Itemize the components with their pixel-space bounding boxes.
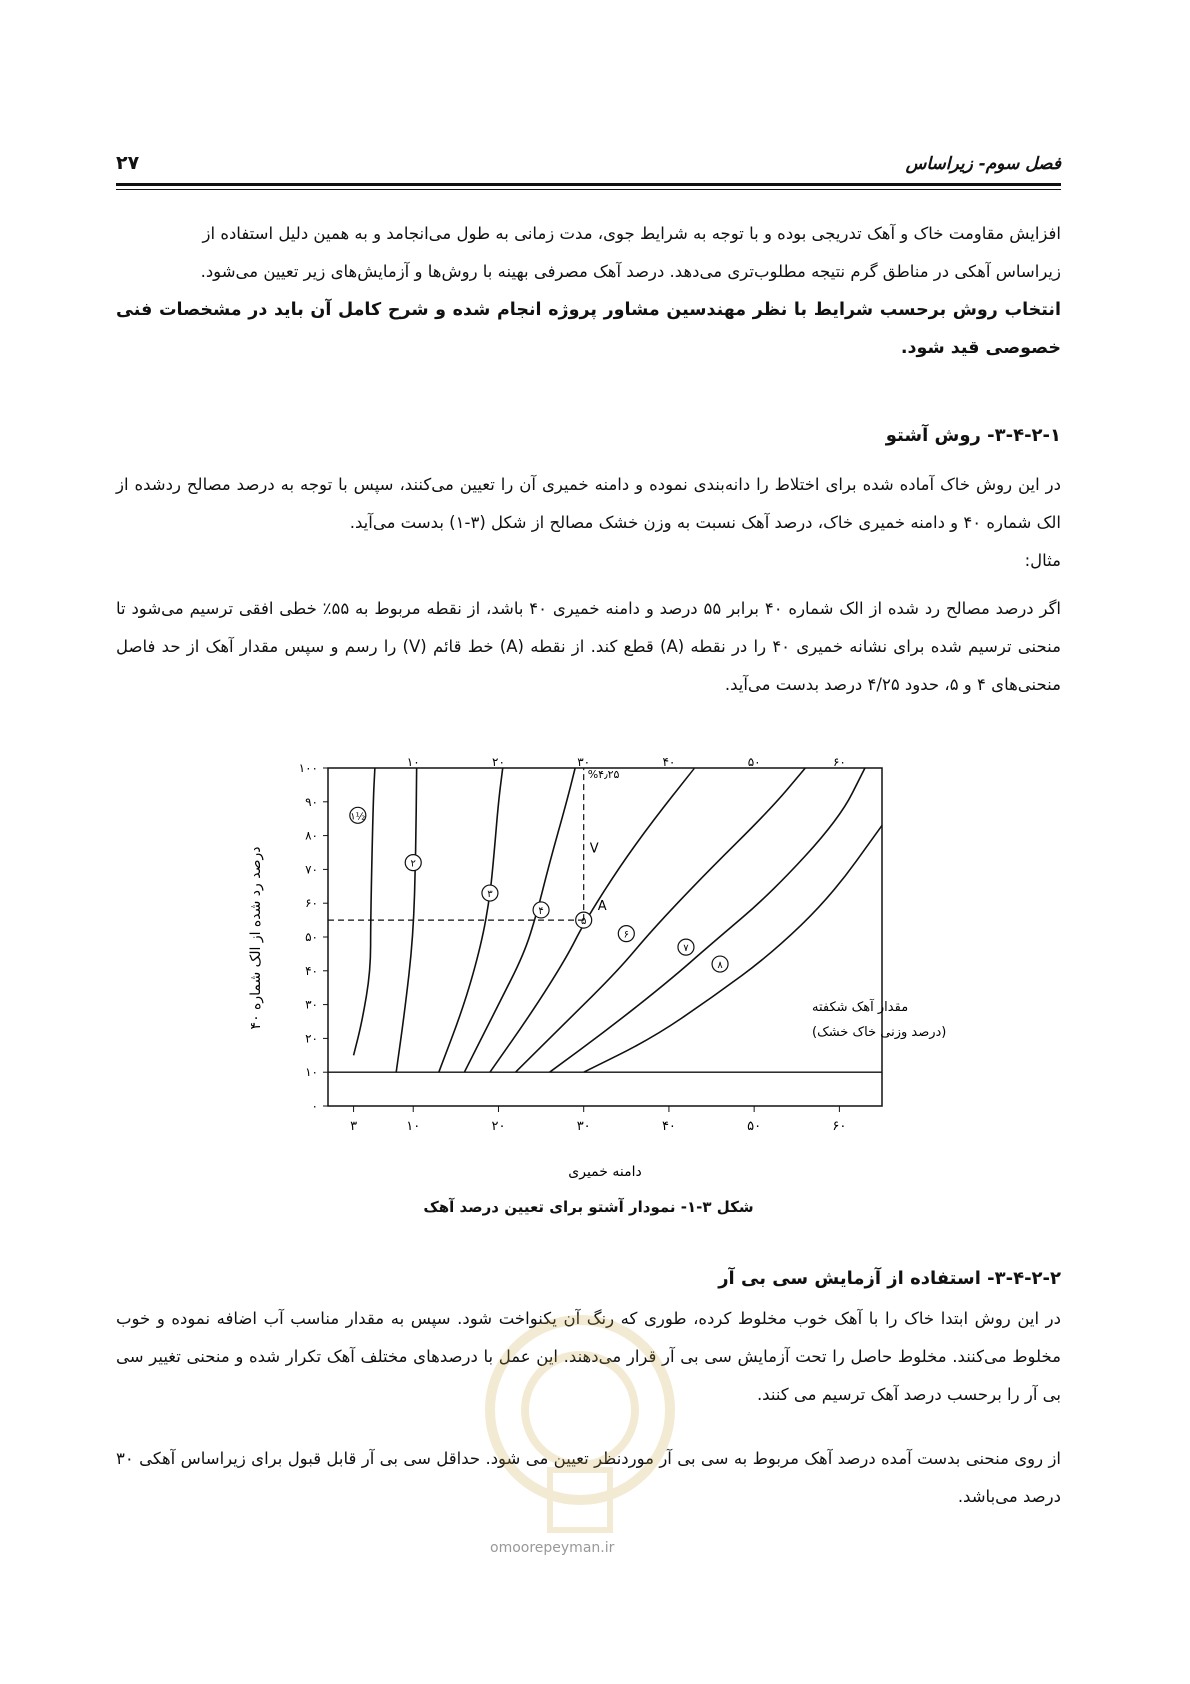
y-tick-label: ۵۰ (305, 930, 318, 944)
top-tick-label: ۶۰ (832, 755, 846, 769)
figure-caption: شکل ۳-۱- نمودار آشتو برای تعیین درصد آهک (423, 1198, 754, 1216)
y-tick-label: ۰ (311, 1099, 318, 1113)
chapter-title: فصل سوم- زیراساس (905, 154, 1061, 174)
paragraph-2-text: در این روش خاک آماده شده برای اختلاط را دانه‌بندی نموده و دامنه خمیری آن را تعیین می‌کنند، سپس با توجه به درصد مصالح ردشده از الک شماره ۴۰ و دامنه خمیری خاک، درصد آهک نسبت به وزن خشک مصالح از شکل (۳-۱) بدست می‌آید. (116, 475, 1061, 532)
lime-value-label: %۴٫۲۵ (587, 768, 620, 782)
annotation-line-2: (درصد وزنی خاک خشک) (812, 1025, 947, 1040)
paragraph-1 (116, 215, 1061, 367)
top-tick-label: ۵۰ (747, 755, 761, 769)
paragraph-1-bold: انتخاب روش برحسب شرایط با نظر مهندسین مشاور پروژه انجام شده و شرح کامل آن باید در مشخصات فنی خصوصی قید شود. (116, 300, 1061, 358)
paragraph-1-line-2: زیراساس آهکی در مناطق گرم نتیجه مطلوب‌تری می‌دهد. درصد آهک مصرفی بهینه با روش‌ها و آزمایش‌های زیر تعیین می‌شود. (200, 262, 1061, 281)
x-tick-label: ۳ (350, 1119, 358, 1134)
x-tick-label: ۱۰ (406, 1119, 421, 1134)
y-tick-label: ۳۰ (305, 997, 318, 1012)
section-heading-aashto: ۳-۴-۲-۱- روش آشتو (885, 425, 1061, 446)
curve-label: ۷ (683, 943, 689, 955)
paragraph-4: در این روش ابتدا خاک را با آهک خوب مخلوط کرده، طوری که رنگ آن یکنواخت شود. سپس به مقدار مناسب آب اضافه نموده و خوب مخلوط می‌کنند. مخلوط حاصل را تحت آزمایش سی بی آر قرار می‌دهند. این عمل با درصدهای مختلف آهک تکرار شده و منحنی تغییر سی بی آر را برحسب درصد آهک ترسیم می کنند. (116, 1309, 1061, 1404)
x-tick-label: ۳۰ (576, 1119, 591, 1134)
curve-label: ۵ (581, 916, 587, 928)
chart-frame (328, 768, 882, 1106)
annotation-line-1: مقدار آهک شکفته (812, 1000, 909, 1015)
y-tick-label: ۶۰ (305, 896, 318, 911)
annotation-box (812, 998, 946, 1040)
x-tick-label: ۵۰ (747, 1119, 762, 1134)
point-a-label: A (597, 899, 607, 915)
y-tick-label: ۲۰ (305, 1031, 318, 1046)
vertical-line-label: V (589, 841, 599, 857)
x-tick-label: ۶۰ (832, 1119, 847, 1134)
x-tick-label: ۲۰ (491, 1119, 506, 1134)
curve-label: ۲ (410, 858, 416, 870)
plot-border (328, 768, 882, 1106)
header-rule-thick (116, 183, 1061, 186)
y-tick-label: ۹۰ (305, 794, 318, 809)
aashto-lime-chart (232, 755, 947, 1186)
header-rule-thin (116, 189, 1061, 190)
curve-label: ۶ (623, 929, 629, 941)
paragraph-5: از روی منحنی بدست آمده درصد آهک مربوط به سی بی آر موردنظر تعیین می شود. حداقل سی بی آر قابل قبول برای زیراساس آهکی ۳۰ درصد می‌باشد. (116, 1449, 1061, 1506)
top-tick-label: ۴۰ (662, 755, 676, 769)
y-tick-label: ۷۰ (305, 862, 318, 877)
curve-label: ۳ (487, 889, 493, 901)
curve-label: ۱½ (350, 811, 366, 823)
y-tick-label: ۴۰ (305, 963, 318, 978)
page-number: ۲۷ (116, 152, 140, 174)
watermark-logo-icon (480, 1300, 680, 1560)
paragraph-3: اگر درصد مصالح رد شده از الک شماره ۴۰ برابر ۵۵ درصد و دامنه خمیری ۴۰ باشد، از نقطه مربوط به ۵۵٪ خطی افقی ترسیم می‌شود تا منحنی ترسیم شده برای نشانه خمیری ۴۰ را در نقطه (A) قطع کند. از نقطه (A) خط قائم (V) را رسم و سپس مقدار آهک از حد فاصل منحنی‌های ۴ و ۵، حدود ۴/۲۵ درصد بدست می‌آید. (116, 599, 1062, 694)
top-tick-label: ۳۰ (577, 755, 591, 769)
y-tick-label: ۸۰ (305, 828, 318, 843)
curve-label: ۴ (538, 905, 544, 917)
y-tick-label: ۱۰۰ (298, 761, 318, 775)
paragraph-1-line-1: افزایش مقاومت خاک و آهک تدریجی بوده و با توجه به شرایط جوی، مدت زمانی به طول می‌انجامد و به همین دلیل استفاده از (202, 224, 1061, 243)
y-tick-label: ۱۰ (305, 1065, 318, 1080)
x-axis-label: دامنه خمیری (568, 1164, 642, 1180)
example-label: مثال: (1024, 551, 1061, 570)
paragraph-2 (116, 466, 1061, 580)
curve-label: ۸ (717, 960, 723, 972)
x-tick-label: ۴۰ (661, 1119, 676, 1134)
top-tick-label: ۱۰ (406, 755, 420, 769)
page-header (116, 150, 1061, 180)
top-tick-label: ۲۰ (492, 755, 505, 769)
section-heading-cbr: ۳-۴-۲-۲- استفاده از آزمایش سی بی آر (718, 1268, 1061, 1289)
y-axis-label: درصد رد شده از الک شماره ۴۰ (248, 846, 264, 1030)
watermark-text: omoorepeyman.ir (490, 1540, 615, 1556)
